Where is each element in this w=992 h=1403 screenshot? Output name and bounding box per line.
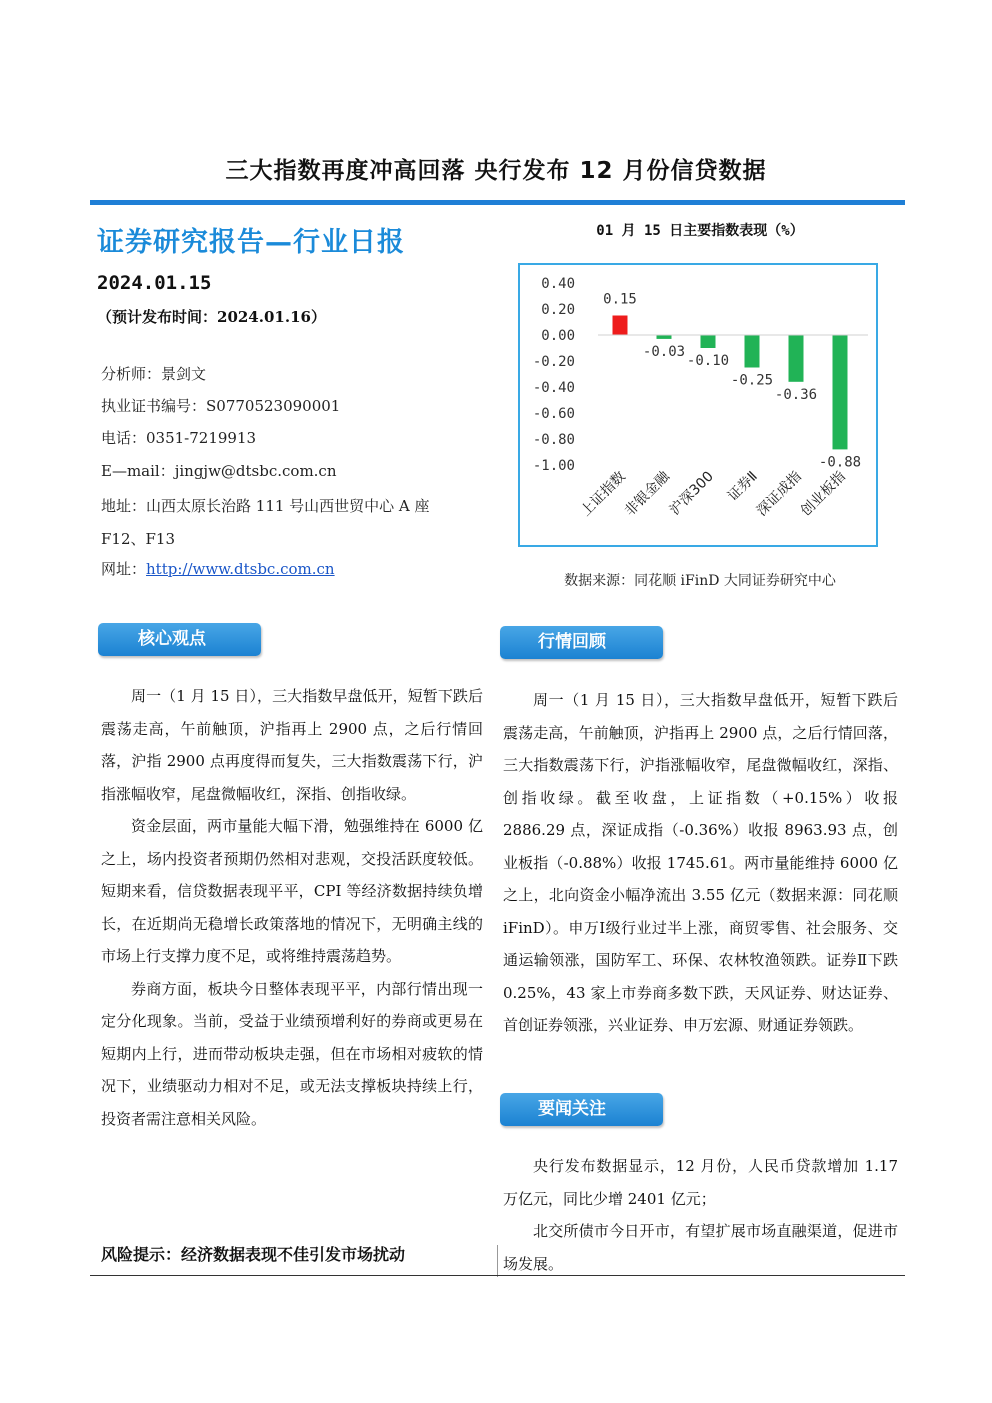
data-label: -0.88 [818, 454, 862, 471]
core-view-paragraph: 券商方面，板块今日整体表现平平，内部行情出现一定分化现象。当前，受益于业绩预增利好的券商或更易在短期内上行，进而带动板块走强，但在市场相对疲软的情况下，业绩驱动力相对不足，或无法支撑板块持续上行，投资者需注意相关风险。 [101, 979, 483, 1128]
risk-note: 风险提示：经济数据表现不佳引发市场扰动 [101, 1245, 406, 1264]
address-line1: 地址：山西太原长治路 111 号山西世贸中心 A 座 [101, 497, 430, 515]
chart-canvas [520, 265, 876, 545]
news-body [503, 1150, 898, 1280]
website-row [101, 558, 335, 579]
x-tick-label: 创业板指 [797, 468, 849, 520]
y-tick-label: 0.40 [541, 276, 575, 292]
analyst-name: 分析师：景剑文 [101, 365, 207, 383]
core-view-heading: 核心观点 [98, 623, 261, 656]
chart-title: 01 月 15 日主要指数表现（%） [596, 223, 804, 239]
index-performance-chart [518, 263, 878, 547]
publish-time: （预计发布时间：2024.01.16） [97, 308, 326, 326]
report-type: 证券研究报告—行业日报 [97, 227, 405, 258]
website-link[interactable]: http://www.dtsbc.com.cn [146, 560, 335, 578]
address-line2: F12、F13 [101, 530, 175, 548]
y-tick-label: -0.40 [532, 380, 575, 396]
bar [657, 335, 672, 339]
y-tick-label: -0.60 [532, 406, 575, 422]
title-divider [90, 200, 905, 205]
y-tick-label: 0.20 [541, 302, 575, 318]
bar [789, 335, 804, 382]
analyst-email: E—mail：jingjw@dtsbc.com.cn [101, 462, 337, 480]
market-review-paragraph: 周一（1 月 15 日），三大指数早盘低开，短暂下跌后震荡走高，午前触顶，沪指再上 2900 点，之后行情回落，三大指数震荡下行，沪指涨幅收窄，尾盘微幅收红，深指、创指收绿。截至收盘，上证指数（+0.15%）收报 2886.29 点，深证成指（-0.36%）收报 8963.93 点，创业板指（-0.88%）收报 1745.61。两市量能维持 6000 亿之上，北向资金小幅净流出 3.55 亿元（数据来源：同花顺 iFinD）。申万Ⅰ级行业过半上涨，商贸零售、社会服务、交通运输领涨，国防军工、环保、农林牧渔领跌。证券Ⅱ下跌 0.25%，43 家上市券商多数下跌，天风证券、财达证券、首创证券领涨，兴业证券、申万宏源、财通证券领跌。 [503, 691, 898, 1034]
x-tick-label: 证券Ⅱ [724, 468, 761, 505]
data-label: -0.36 [774, 386, 818, 403]
market-review-body [503, 684, 898, 1042]
column-separator [497, 1245, 498, 1277]
bar [701, 335, 716, 348]
bottom-divider [90, 1275, 905, 1276]
news-heading: 要闻关注 [500, 1093, 663, 1126]
y-tick-label: -0.80 [532, 432, 575, 448]
y-tick-label: -1.00 [532, 458, 575, 474]
data-label: -0.10 [686, 353, 730, 369]
x-tick-label: 沪深300 [666, 468, 717, 519]
market-review-heading: 行情回顾 [500, 626, 663, 659]
bar [833, 335, 848, 449]
x-tick-label: 深证成指 [753, 468, 805, 520]
core-view-body [101, 680, 483, 1135]
news-paragraph: 央行发布数据显示，12 月份，人民币贷款增加 1.17 万亿元，同比少增 2401 亿元； [503, 1157, 898, 1208]
core-view-paragraph: 周一（1 月 15 日），三大指数早盘低开，短暂下跌后震荡走高，午前触顶，沪指再上 2900 点，之后行情回落，沪指 2900 点再度得而复失，三大指数震荡下行，沪指涨幅收窄，尾盘微幅收红，深指、创指收绿。 [101, 687, 483, 803]
data-label: 0.15 [603, 291, 637, 308]
data-label: -0.25 [730, 372, 774, 389]
analyst-phone: 电话：0351-7219913 [101, 429, 257, 447]
bar [613, 316, 628, 336]
report-date: 2024.01.15 [97, 272, 212, 294]
data-label: -0.03 [642, 343, 686, 360]
website-label: 网址： [101, 560, 147, 578]
y-tick-label: 0.00 [541, 328, 575, 344]
core-view-paragraph: 资金层面，两市量能大幅下滑，勉强维持在 6000 亿之上，场内投资者预期仍然相对悲观，交投活跃度较低。短期来看，信贷数据表现平平，CPI 等经济数据持续负增长，在近期尚无稳增长政策落地的情况下，无明确主线的市场上行支撑力度不足，或将维持震荡趋势。 [101, 817, 483, 965]
analyst-cert: 执业证书编号：S0770523090001 [101, 397, 341, 415]
x-tick-label: 非银金融 [621, 468, 673, 520]
y-tick-label: -0.20 [532, 354, 575, 370]
report-title: 三大指数再度冲高回落 央行发布 12 月份信贷数据 [225, 158, 767, 184]
chart-source: 数据来源：同花顺 iFinD 大同证券研究中心 [564, 573, 836, 589]
x-tick-label: 上证指数 [577, 468, 629, 520]
news-paragraph: 北交所债市今日开市，有望扩展市场直融渠道，促进市场发展。 [503, 1222, 898, 1273]
bar [745, 335, 760, 368]
